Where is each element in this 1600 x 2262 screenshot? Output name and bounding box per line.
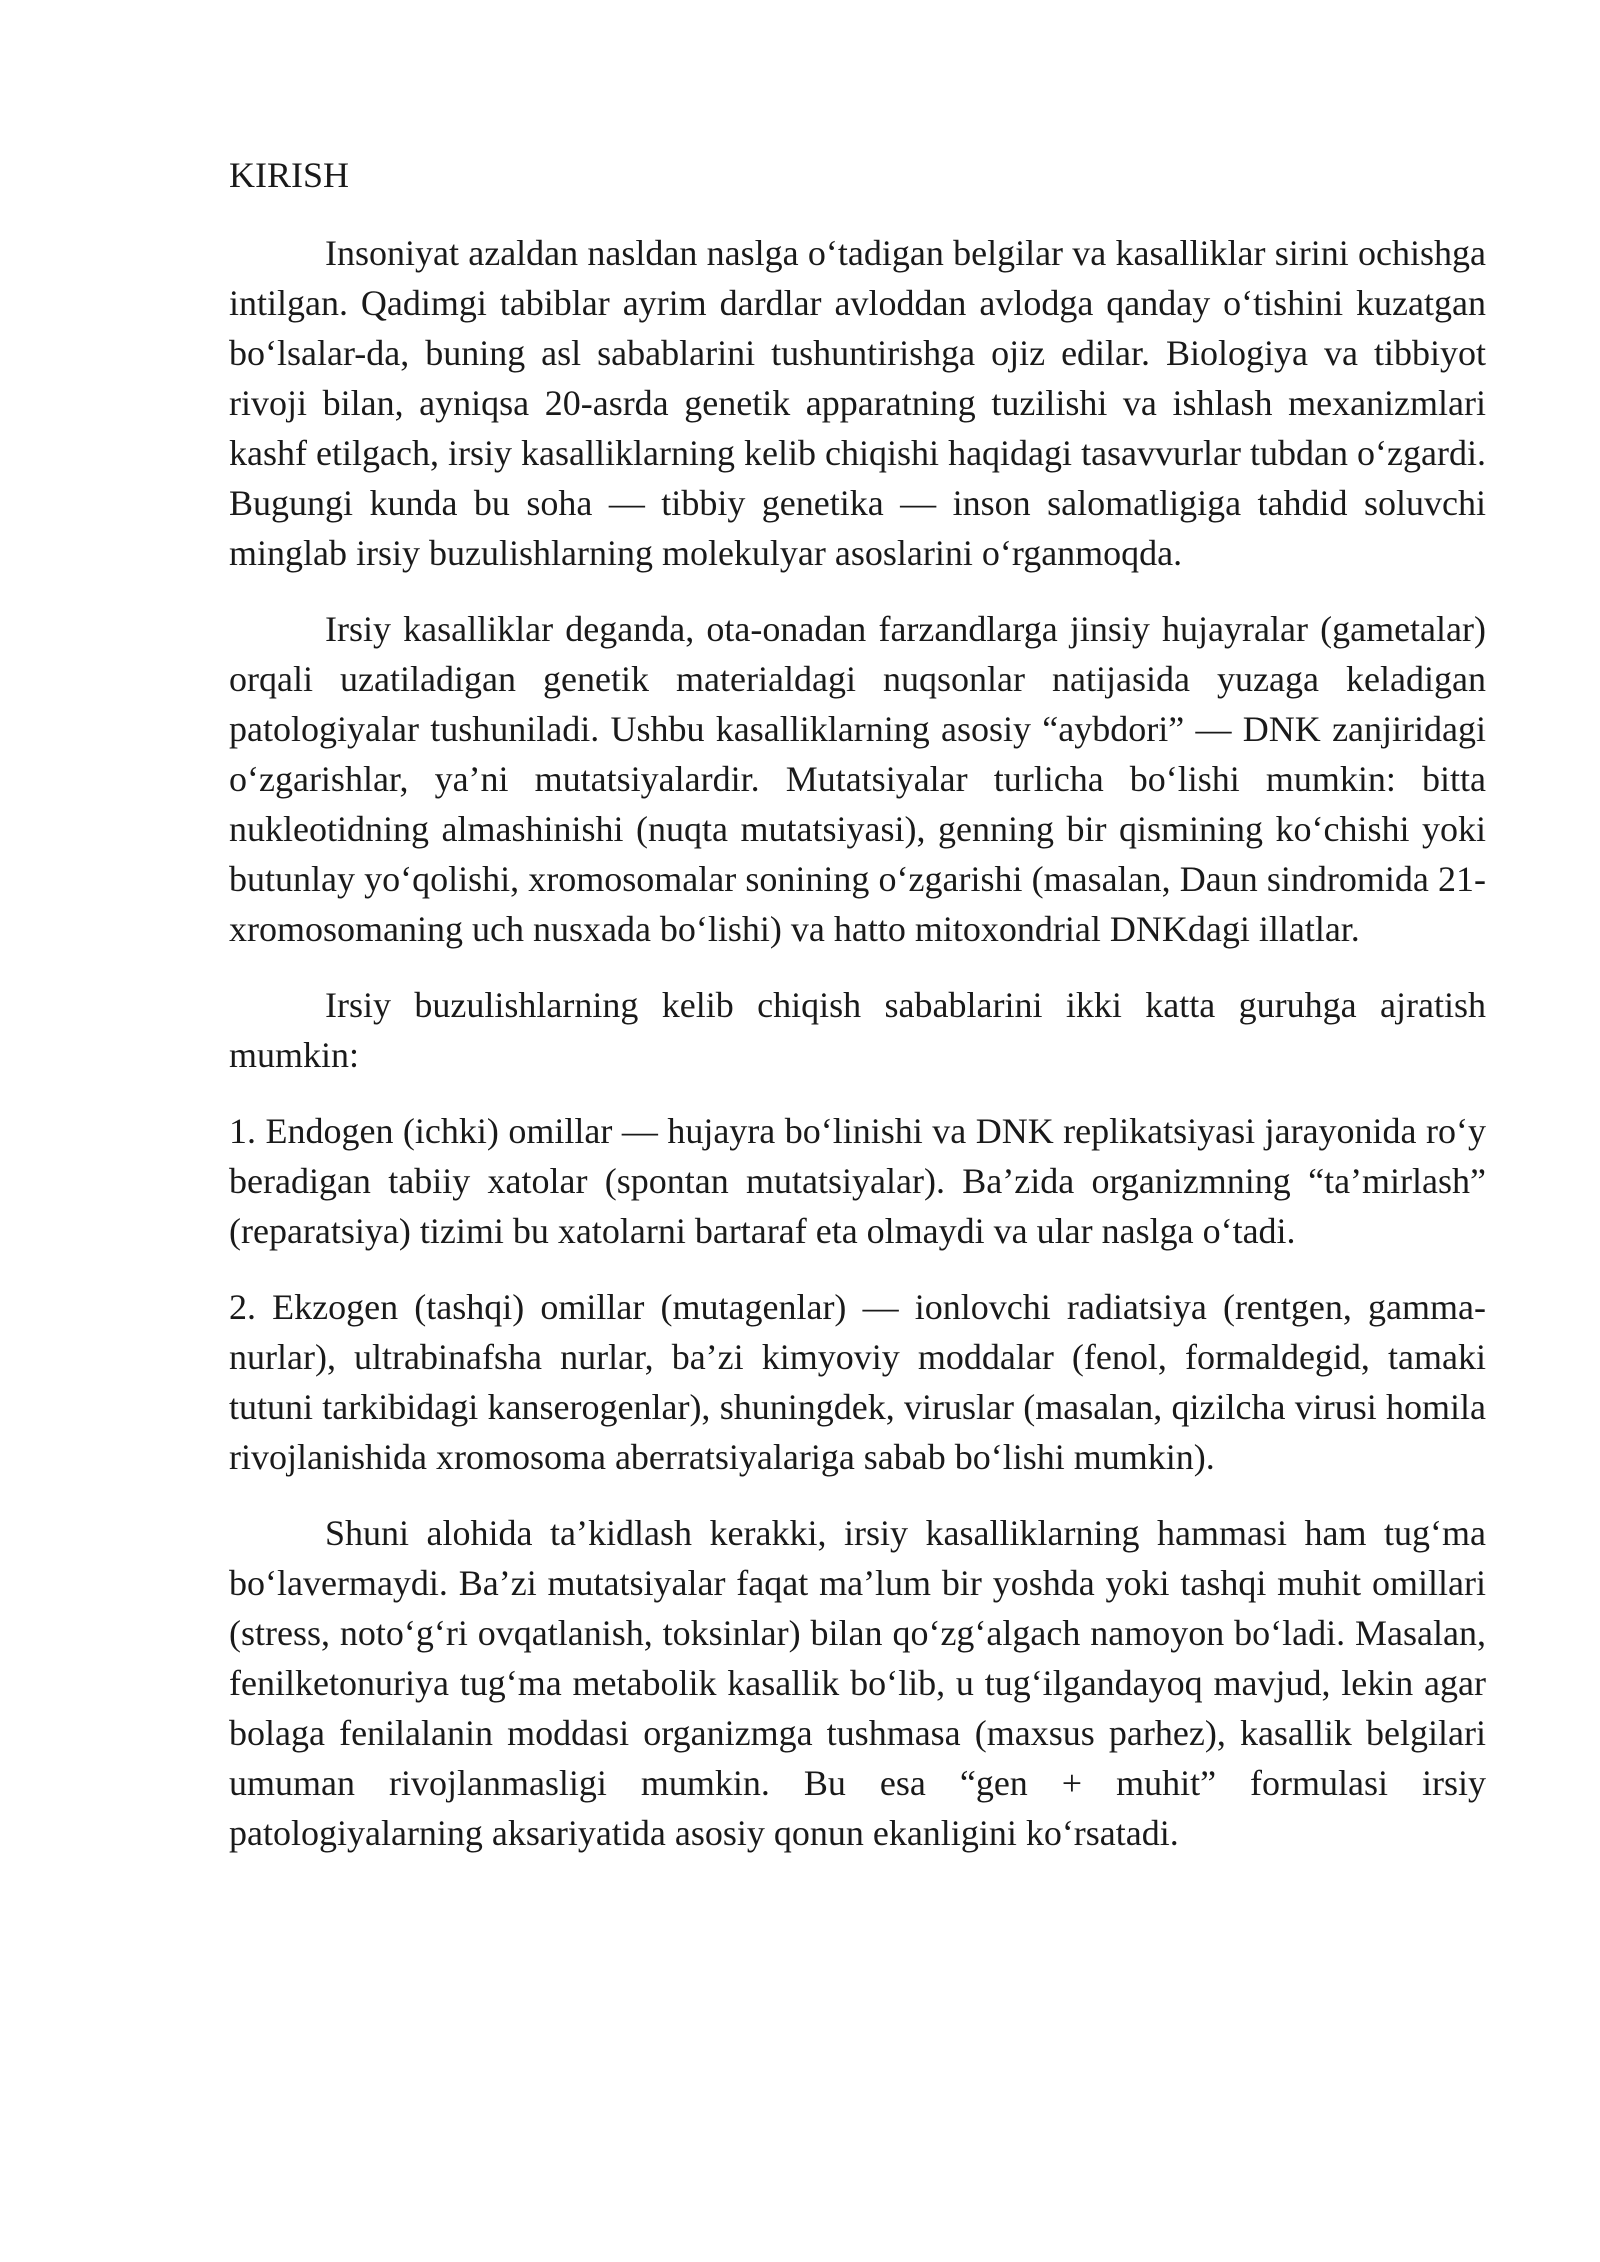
list-item-ekzogen: 2. Ekzogen (tashqi) omillar (mutagenlar) — ionlovchi radiatsiya (rentgen, gamma-nurlar), ultrabinafsha nurlar, ba’zi kimyoviy moddalar (fenol, formaldegid, tamaki tutuni tarkibidagi kanserogenlar), shuningdek, viruslar (masalan, qizilcha virusi homila rivojlanishida xromosoma aberratsiyalariga sabab bo‘lishi mumkin). — [229, 1287, 1486, 1477]
paragraph-conclusion: Shuni alohida ta’kidlash kerakki, irsiy kasalliklarning hammasi ham tug‘ma bo‘lavermaydi. Ba’zi mutatsiyalar faqat ma’lum bir yoshda yoki tashqi muhit omillari (stress, noto‘g‘ri ovqatlanish, toksinlar) bilan qo‘zg‘algach namoyon bo‘ladi. Masalan, fenilketonuriya tug‘ma metabolik kasallik bo‘lib, u tug‘ilgandayoq mavjud, lekin agar bolaga fenilalanin moddasi organizmga tushmasa (maxsus parhez), kasallik belgilari umuman rivojlanmasligi mumkin. Bu esa “gen + muhit” formulasi irsiy patologiyalarning aksariyatida asosiy qonun ekanligini ko‘rsatadi. — [229, 1513, 1486, 1853]
section-heading: KIRISH — [229, 155, 350, 195]
paragraph-definition: Irsiy kasalliklar deganda, ota-onadan farzandlarga jinsiy hujayralar (gametalar) orqali uzatiladigan genetik materialdagi nuqsonlar natijasida yuzaga keladigan patologiyalar tushuniladi. Ushbu kasalliklarning asosiy “aybdori” — DNK zanjiridagi o‘zgarishlar, ya’ni mutatsiyalardir. Mutatsiyalar turlicha bo‘lishi mumkin: bitta nukleotidning almashinishi (nuqta mutatsiyasi), genning bir qismining ko‘chishi yoki butunlay yo‘qolishi, xromosomalar sonining o‘zgarishi (masalan, Daun sindromida 21-xromosomaning uch nusxada bo‘lishi) va hatto mitoxondrial DNKdagi illatlar. — [229, 609, 1486, 949]
paragraph-causes-intro: Irsiy buzulishlarning kelib chiqish sabablarini ikki katta guruhga ajratish mumkin: — [229, 985, 1486, 1075]
list-item-endogen: 1. Endogen (ichki) omillar — hujayra bo‘linishi va DNK replikatsiyasi jarayonida ro‘y beradigan tabiiy xatolar (spontan mutatsiyalar). Ba’zida organizmning “ta’mirlash” (reparatsiya) tizimi bu xatolarni bartaraf eta olmaydi va ular naslga o‘tadi. — [229, 1111, 1486, 1251]
paragraph-intro: Insoniyat azaldan nasldan naslga o‘tadigan belgilar va kasalliklar sirini ochishga intilgan. Qadimgi tabiblar ayrim dardlar avloddan avlodga qanday o‘tishini kuzatgan bo‘lsalar-da, buning asl sabablarini tushuntirishga ojiz edilar. Biologiya va tibbiyot rivoji bilan, ayniqsa 20-asrda genetik apparatning tuzilishi va ishlash mexanizmlari kashf etilgach, irsiy kasalliklarning kelib chiqishi haqidagi tasavvurlar tubdan o‘zgardi. Bugungi kunda bu soha — tibbiy genetika — inson salomatligiga tahdid soluvchi minglab irsiy buzulishlarning molekulyar asoslarini o‘rganmoqda. — [229, 233, 1486, 573]
document-body — [229, 150, 1486, 1884]
